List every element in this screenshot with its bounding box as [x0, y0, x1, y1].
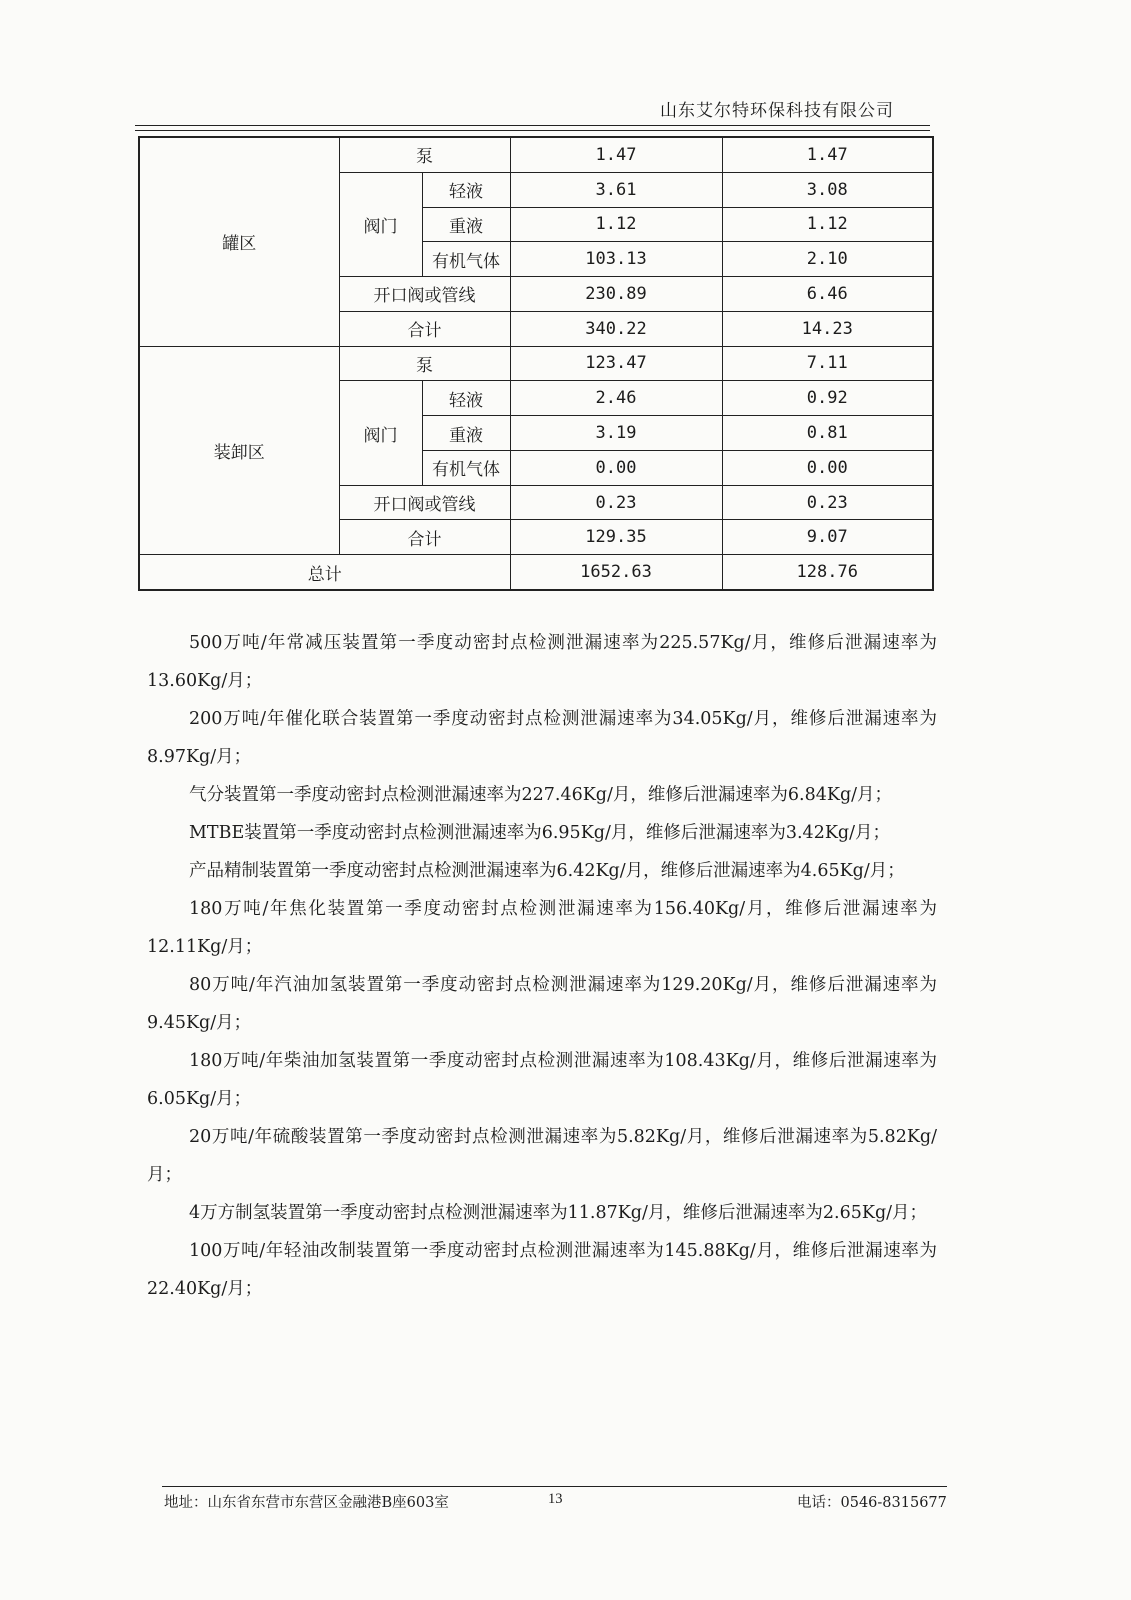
- item-label: 泵: [339, 346, 510, 381]
- value-after: 9.07: [722, 520, 933, 555]
- item-label: 轻液: [422, 172, 510, 207]
- value-before: 129.35: [510, 520, 722, 555]
- item-label: 有机气体: [422, 242, 510, 277]
- leak-rate-table: [138, 136, 934, 591]
- value-before: 3.19: [510, 416, 722, 451]
- value-before: 0.00: [510, 450, 722, 485]
- valve-label: 阀门: [339, 381, 422, 485]
- item-label: 有机气体: [422, 450, 510, 485]
- item-label: 开口阀或管线: [339, 277, 510, 312]
- value-after: 0.92: [722, 381, 933, 416]
- area-label-tank: 罐区: [139, 137, 339, 346]
- table-row: [139, 346, 933, 381]
- paragraph: 500万吨/年常减压装置第一季度动密封点检测泄漏速率为225.57Kg/月，维修后泄漏速率为13.60Kg/月；: [147, 633, 937, 691]
- item-label: 开口阀或管线: [339, 485, 510, 520]
- value-before: 230.89: [510, 277, 722, 312]
- value-after: 3.08: [722, 172, 933, 207]
- header-rule-secondary: [135, 130, 930, 131]
- value-after: 7.11: [722, 346, 933, 381]
- value-after: 1.47: [722, 137, 933, 172]
- paragraph: 4万方制氢装置第一季度动密封点检测泄漏速率为11.87Kg/月，维修后泄漏速率为2.65Kg/月；: [189, 1203, 928, 1223]
- paragraph: 180万吨/年柴油加氢装置第一季度动密封点检测泄漏速率为108.43Kg/月，维修后泄漏速率为6.05Kg/月；: [147, 1051, 937, 1109]
- valve-label: 阀门: [339, 172, 422, 276]
- value-before: 1.47: [510, 137, 722, 172]
- value-after: 0.23: [722, 485, 933, 520]
- value-after: 1.12: [722, 207, 933, 242]
- subtotal-label: 合计: [339, 520, 510, 555]
- paragraph: 100万吨/年轻油改制装置第一季度动密封点检测泄漏速率为145.88Kg/月，维修后泄漏速率为22.40Kg/月；: [147, 1241, 937, 1299]
- value-after: 0.00: [722, 450, 933, 485]
- header-rule: [135, 125, 930, 126]
- value-before: 123.47: [510, 346, 722, 381]
- paragraph: MTBE装置第一季度动密封点检测泄漏速率为6.95Kg/月，维修后泄漏速率为3.42Kg/月；: [189, 823, 890, 843]
- item-label: 轻液: [422, 381, 510, 416]
- value-before: 0.23: [510, 485, 722, 520]
- body-text: [147, 624, 937, 1308]
- value-after: 6.46: [722, 277, 933, 312]
- value-before: 340.22: [510, 311, 722, 346]
- subtotal-label: 合计: [339, 311, 510, 346]
- total-label: 总计: [139, 555, 510, 590]
- paragraph: 20万吨/年硫酸装置第一季度动密封点检测泄漏速率为5.82Kg/月，维修后泄漏速率为5.82Kg/月；: [147, 1127, 937, 1185]
- footer-phone: 电话：0546-8315677: [797, 1495, 947, 1511]
- paragraph: 80万吨/年汽油加氢装置第一季度动密封点检测泄漏速率为129.20Kg/月，维修后泄漏速率为9.45Kg/月；: [147, 975, 937, 1033]
- area-label-loading: 装卸区: [139, 346, 339, 555]
- item-label: 重液: [422, 207, 510, 242]
- value-before: 2.46: [510, 381, 722, 416]
- footer-rule: [162, 1486, 947, 1487]
- paragraph: 200万吨/年催化联合装置第一季度动密封点检测泄漏速率为34.05Kg/月，维修后泄漏速率为8.97Kg/月；: [147, 709, 937, 767]
- value-before: 3.61: [510, 172, 722, 207]
- value-after: 0.81: [722, 416, 933, 451]
- value-before: 103.13: [510, 242, 722, 277]
- table-row: [139, 555, 933, 590]
- paragraph: 产品精制装置第一季度动密封点检测泄漏速率为6.42Kg/月，维修后泄漏速率为4.65Kg/月；: [189, 861, 905, 881]
- value-after: 14.23: [722, 311, 933, 346]
- item-label: 重液: [422, 416, 510, 451]
- total-after: 128.76: [722, 555, 933, 590]
- paragraph: 180万吨/年焦化装置第一季度动密封点检测泄漏速率为156.40Kg/月，维修后泄漏速率为12.11Kg/月；: [147, 899, 937, 957]
- value-before: 1.12: [510, 207, 722, 242]
- footer-address: 地址：山东省东营市东营区金融港B座603室: [164, 1495, 449, 1511]
- item-label: 泵: [339, 137, 510, 172]
- value-after: 2.10: [722, 242, 933, 277]
- company-name: 山东艾尔特环保科技有限公司: [660, 101, 894, 121]
- table-row: [139, 137, 933, 172]
- page-number: 13: [548, 1491, 563, 1507]
- total-before: 1652.63: [510, 555, 722, 590]
- paragraph: 气分装置第一季度动密封点检测泄漏速率为227.46Kg/月，维修后泄漏速率为6.84Kg/月；: [189, 785, 893, 805]
